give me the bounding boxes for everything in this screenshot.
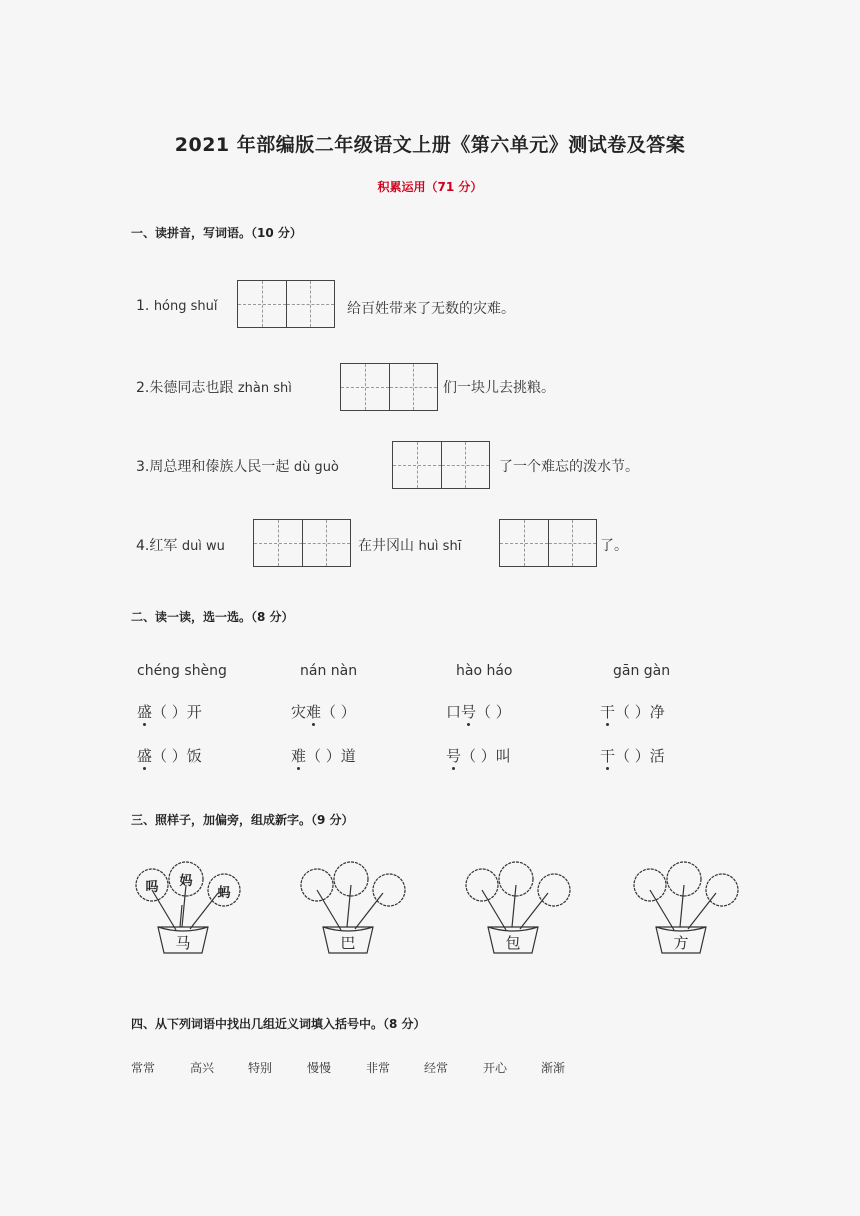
pot-char-3: 包 (505, 934, 521, 952)
word-item: 经常 (424, 1061, 449, 1075)
q3-prefix: 3.周总理和傣族人民一起 (136, 459, 290, 475)
s2-pinyin-2: nán nàn (300, 663, 358, 679)
flower-group-4[interactable] (628, 855, 758, 975)
q4-middle: 在井冈山 (358, 538, 414, 554)
dotted-char: 难 (306, 703, 322, 721)
s2-r1-c4[interactable] (600, 701, 665, 722)
s2-r1-c3[interactable] (446, 701, 511, 722)
q3-after: 了一个难忘的泼水节。 (499, 459, 639, 475)
flower-group-example (130, 855, 260, 975)
q1-line (136, 298, 218, 314)
blank-text: （ ） (476, 703, 511, 721)
q4-write-grid-1[interactable] (253, 519, 351, 567)
flower-group-3[interactable] (460, 855, 590, 975)
dotted-char: 号 (461, 703, 477, 721)
q2-line (136, 377, 292, 397)
s2-pinyin-1: chéng shèng (137, 663, 227, 679)
word-item: 慢慢 (307, 1061, 332, 1075)
s2-r2-c1[interactable] (137, 745, 202, 766)
q2-after: 们一块儿去挑粮。 (443, 380, 555, 396)
s2-r1-c1[interactable] (137, 701, 202, 722)
q1-after: 给百姓带来了无数的灾难。 (347, 301, 515, 317)
q3-write-grid[interactable] (392, 441, 490, 489)
q3-line (136, 456, 339, 476)
pot-char-2: 巴 (340, 934, 356, 952)
flower-char-2: 妈 (179, 874, 193, 889)
q2-prefix: 2.朱德同志也跟 (136, 380, 234, 396)
q1-pinyin: hóng shuǐ (153, 299, 218, 314)
q1-write-grid[interactable] (237, 280, 335, 328)
q3-pinyin: dù guò (293, 460, 339, 475)
blank-text: （ ）叫 (461, 747, 511, 765)
section-subtitle: 积累运用（71 分） (377, 180, 483, 194)
section3-heading: 三、照样子，加偏旁，组成新字。（9 分） (131, 813, 354, 827)
pre-char: 灾 (291, 703, 307, 721)
q4-middle-line (358, 535, 461, 555)
q4-after: 了。 (600, 538, 628, 554)
word-item: 高兴 (190, 1061, 215, 1075)
dotted-char: 难 (291, 747, 307, 765)
q2-write-grid[interactable] (340, 363, 438, 411)
dotted-char: 盛 (137, 703, 153, 721)
q4-line (136, 535, 225, 555)
s2-r2-c4[interactable] (600, 745, 665, 766)
flower-char-1: 吗 (145, 880, 159, 895)
q4-pinyin: duì wu (181, 539, 225, 554)
word-item: 开心 (483, 1061, 508, 1075)
page-title: 2021 年部编版二年级语文上册《第六单元》测试卷及答案 (174, 134, 686, 156)
s2-r2-c3[interactable] (446, 745, 511, 766)
s2-r2-c2[interactable] (291, 745, 356, 766)
s2-pinyin-4: gān gàn (613, 663, 671, 679)
word-item: 非常 (366, 1061, 391, 1075)
word-item: 特别 (248, 1061, 273, 1075)
s2-r1-c2[interactable] (291, 701, 356, 722)
pot-char-4: 方 (673, 934, 689, 952)
section4-heading: 四、从下列词语中找出几组近义词填入括号中。（8 分） (131, 1017, 426, 1031)
dotted-char: 盛 (137, 747, 153, 765)
blank-text: （ ）活 (615, 747, 665, 765)
word-item: 常常 (131, 1061, 156, 1075)
blank-text: （ ）净 (615, 703, 665, 721)
section1-heading: 一、读拼音，写词语。（10 分） (131, 226, 302, 240)
word-item: 渐渐 (541, 1061, 566, 1075)
section2-heading: 二、读一读，选一选。（8 分） (131, 610, 294, 624)
dotted-char: 干 (600, 703, 616, 721)
dotted-char: 干 (600, 747, 616, 765)
q4-write-grid-2[interactable] (499, 519, 597, 567)
blank-text: （ ）道 (306, 747, 356, 765)
blank-text: （ ） (321, 703, 356, 721)
pre-char: 口 (446, 703, 462, 721)
blank-text: （ ）饭 (152, 747, 202, 765)
q4-pinyin2: huì shī (418, 539, 462, 554)
dotted-char: 号 (446, 747, 462, 765)
pot-char-1: 马 (175, 934, 191, 952)
blank-text: （ ）开 (152, 703, 202, 721)
flower-char-3: 蚂 (217, 886, 231, 901)
q2-pinyin: zhàn shì (237, 381, 292, 396)
q4-prefix: 4.红军 (136, 538, 178, 554)
s2-pinyin-3: hào háo (456, 663, 513, 679)
q1-prefix: 1. (136, 298, 150, 314)
flower-group-2[interactable] (295, 855, 425, 975)
